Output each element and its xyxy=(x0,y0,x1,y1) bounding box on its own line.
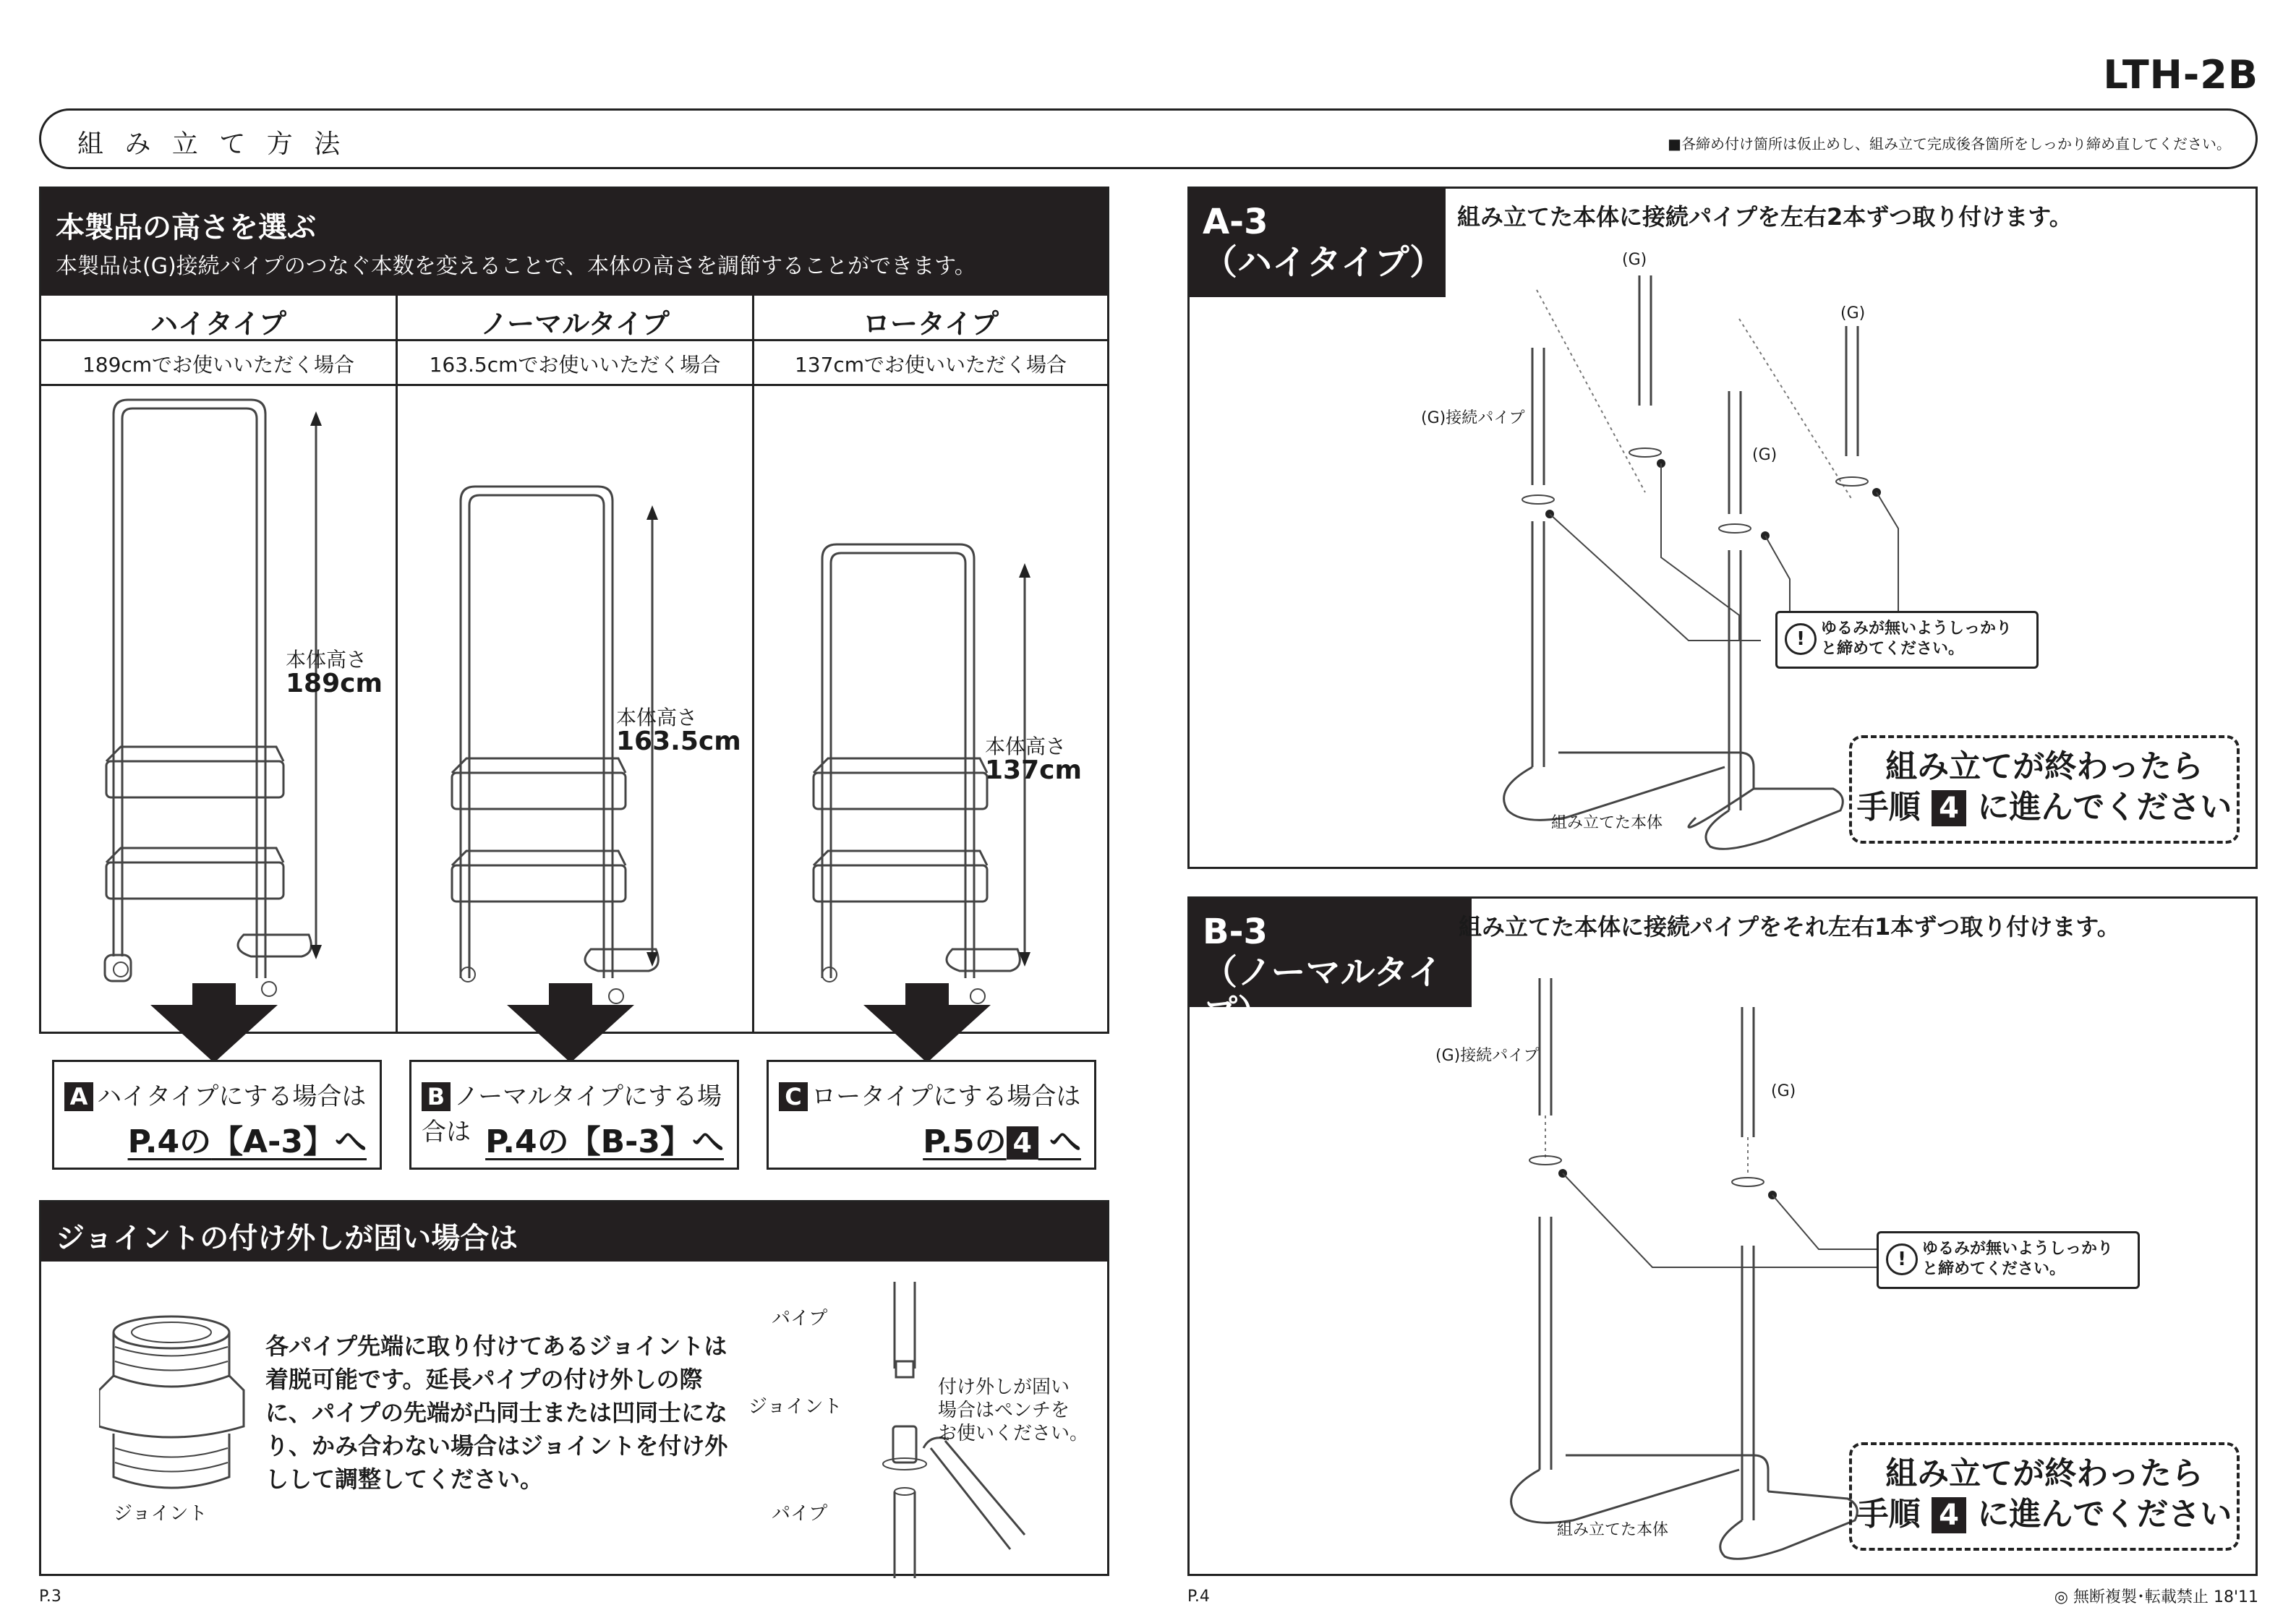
arrow-low xyxy=(863,983,991,1063)
caution-icon: ! xyxy=(1886,1243,1918,1275)
normal-height-label: 本体高さ xyxy=(616,706,698,729)
badge-c: C xyxy=(779,1082,808,1111)
a3-code: A-3 xyxy=(1203,202,1268,242)
b3-type: （ノーマルタイプ） xyxy=(1203,952,1443,1033)
joint-title: ジョイントの付け外しが固い場合は xyxy=(56,1222,518,1255)
col-high-usage: 189cmでお使いいただく場合 xyxy=(82,353,355,377)
low-page-ref[interactable]: P.5の 4 へ xyxy=(923,1123,1081,1160)
normal-destination-box xyxy=(409,1060,739,1170)
a3-g1: (G) xyxy=(1622,251,1647,269)
down-arrows xyxy=(39,983,1109,1070)
b3-code: B-3 xyxy=(1203,912,1268,952)
badge-a: A xyxy=(64,1082,93,1111)
joint-header xyxy=(41,1202,1107,1262)
col-normal-name: ノーマルタイプ xyxy=(480,308,670,340)
joint-drawing xyxy=(99,1311,265,1491)
joint-panel xyxy=(39,1200,1109,1576)
high-instruction: ハイタイプにする場合は xyxy=(97,1082,367,1111)
a3-type: （ハイタイプ） xyxy=(1203,242,1445,283)
arrow-high xyxy=(150,983,278,1063)
model-number: LTH-2B xyxy=(2103,52,2258,98)
normal-page-ref[interactable]: P.4の【B-3】へ xyxy=(485,1123,724,1160)
a3-body-label: 組み立てた本体 xyxy=(1551,814,1663,832)
low-destination-box xyxy=(767,1060,1096,1170)
b3-g1: (G) xyxy=(1771,1082,1796,1100)
a3-g2: (G) xyxy=(1840,304,1866,322)
b3-caution-callout: ! ゆるみが無いようしっかり と締めてください。 xyxy=(1877,1231,2140,1289)
a3-description: 組み立てた本体に接続パイプを左右2本ずつ取り付けます。 xyxy=(1457,203,2073,231)
b3-done-box: 組み立てが終わったら 手順 4 に進んでください xyxy=(1849,1442,2240,1551)
a3-panel xyxy=(1187,187,2258,869)
arrow-normal xyxy=(507,983,634,1063)
col-low-usage: 137cmでお使いいただく場合 xyxy=(794,353,1067,377)
pipe-top-label: パイプ xyxy=(772,1308,828,1329)
badge-b: B xyxy=(422,1082,451,1111)
plier-note: 付け外しが固い 場合はペンチを お使いください。 xyxy=(938,1376,1089,1444)
copyright: ◎ 無断複製･転載禁止 18'11 xyxy=(2054,1588,2258,1606)
b3-pipe-label: (G)接続パイプ xyxy=(1435,1047,1540,1065)
b3-panel xyxy=(1187,896,2258,1576)
height-description: 本製品は(G)接続パイプのつなぐ本数を変えることで、本体の高さを調節することができます。 xyxy=(56,254,976,279)
col-normal-usage: 163.5cmでお使いいただく場合 xyxy=(429,353,721,377)
a3-caution-callout: ! ゆるみが無いようしっかり と締めてください。 xyxy=(1775,611,2039,669)
rack-illustrations xyxy=(41,385,1107,1036)
joint-mid-label: ジョイント xyxy=(748,1396,842,1418)
b3-description: 組み立てた本体に接続パイプをそれ左右1本ずつ取り付けます。 xyxy=(1459,913,2120,941)
low-instruction: ロータイプにする場合は xyxy=(811,1082,1081,1111)
joint-label: ジョイント xyxy=(114,1503,208,1525)
section-title-bar xyxy=(39,108,2258,169)
a3-g3: (G) xyxy=(1752,446,1778,464)
pipe-bottom-label: パイプ xyxy=(772,1503,828,1525)
section-title: 組 み 立 て 方 法 xyxy=(77,129,347,159)
high-destination-box xyxy=(52,1060,382,1170)
low-height-value: 137cm xyxy=(985,755,1082,785)
high-height-label: 本体高さ xyxy=(286,648,367,672)
high-height-value: 189cm xyxy=(286,669,383,698)
low-height-label: 本体高さ xyxy=(985,735,1067,758)
caution-icon: ! xyxy=(1785,623,1817,655)
col-high-name: ハイタイプ xyxy=(150,308,287,340)
left-page-number: P.3 xyxy=(39,1588,61,1606)
tightening-note: ■各締め付け箇所は仮止めし、組み立て完成後各箇所をしっかり締め直してください。 xyxy=(1668,135,2231,153)
height-title: 本製品の高さを選ぶ xyxy=(56,211,316,244)
col-low-name: ロータイプ xyxy=(862,308,999,340)
a3-done-box: 組み立てが終わったら 手順 4 に進んでください xyxy=(1849,735,2240,844)
joint-explanation: 各パイプ先端に取り付けてあるジョイントは 着脱可能です。延長パイプの付け外しの際 に、パイプの先端が凸同士または凹同士にな り、かみ合わない場合はジョイントを付け外 しして調整してください。 xyxy=(265,1332,728,1493)
right-page-number: P.4 xyxy=(1187,1588,1210,1606)
height-header xyxy=(41,189,1107,296)
height-selection-panel xyxy=(39,187,1109,1034)
high-page-ref[interactable]: P.4の【A-3】へ xyxy=(127,1123,367,1160)
normal-instruction: ノーマルタイプにする場合は xyxy=(422,1082,722,1147)
a3-pipe-label: (G)接続パイプ xyxy=(1421,409,1525,427)
normal-height-value: 163.5cm xyxy=(616,727,741,756)
b3-body-label: 組み立てた本体 xyxy=(1557,1521,1669,1539)
